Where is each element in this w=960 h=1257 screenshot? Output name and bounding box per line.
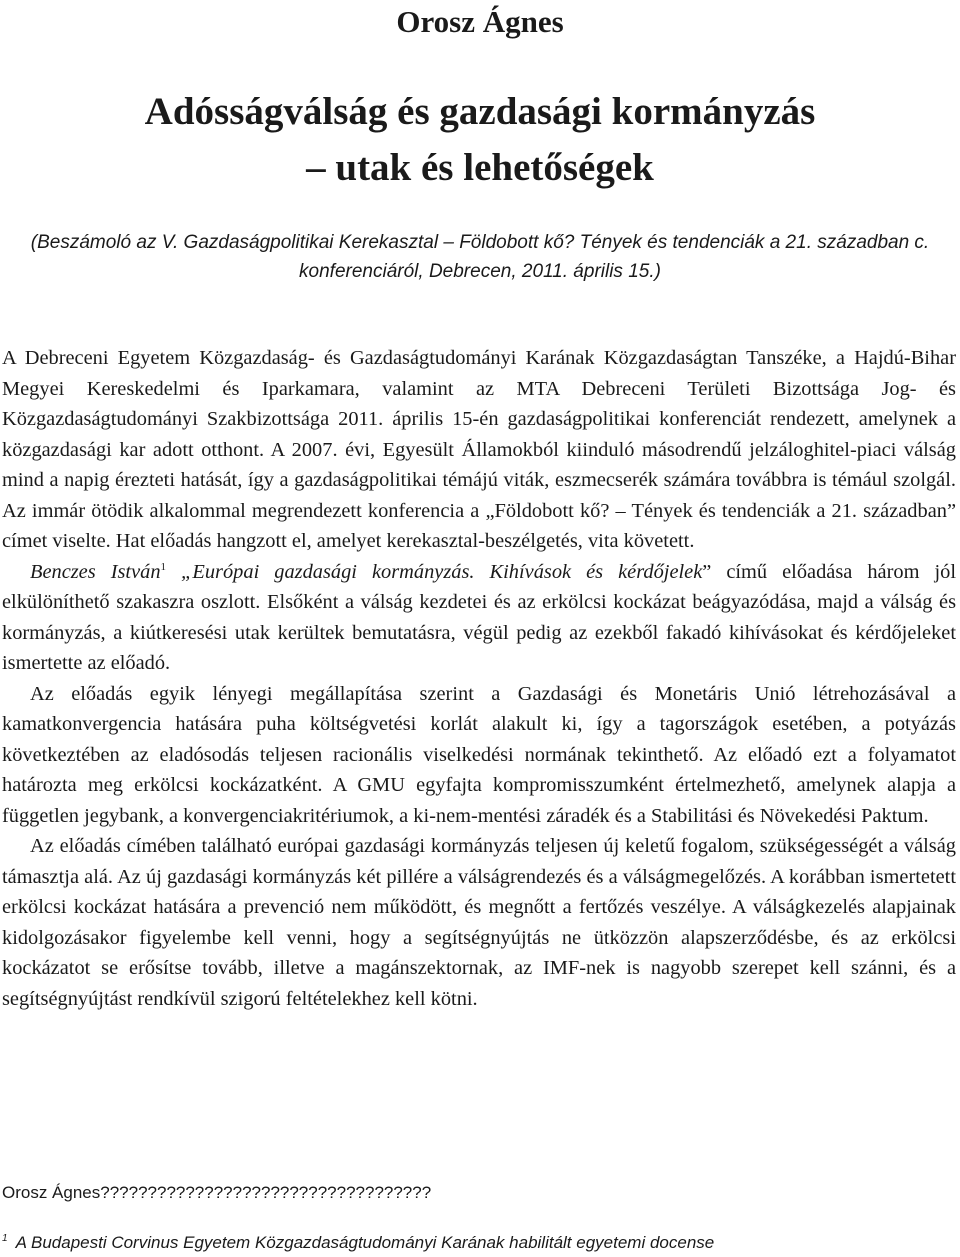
paragraph-3: Az előadás egyik lényegi megállapítása szerint a Gazdasági és Monetáris Unió létrehozásával a kamatkonvergencia hatására puha költségvetési korlát alakult ki, így a tagországok esetében, a potyázás következtében az eladósodás teljesen racionális viselkedési normának tekinthető. Az előadó ezt a folyamatot határozta meg erkölcsi kockázatként. A GMU egyfajta kompromisszumként értelmezhető, amelynek alapja a független jegybank, a konvergenciakritériumok, a ki-nem-mentési záradék és a Stabilitási és Növekedési Paktum. — [2, 682, 956, 827]
article-title — [0, 84, 960, 196]
footnote-text: A Budapesti Corvinus Egyetem Közgazdaságtudományi Karának habilitált egyetemi docense — [15, 1233, 715, 1252]
footnote-mark: 1 — [2, 1233, 8, 1245]
lecture-title: „Európai gazdasági kormányzás. Kihívások és kérdőjelek — [166, 560, 703, 583]
title-line-1: Adósságválság és gazdasági kormányzás — [144, 90, 816, 133]
paragraph-4: Az előadás címében található európai gazdasági kormányzás teljesen új keletű fogalom, szükségességét a válság támasztja alá. Az új gazdasági kormányzás két pillére a válságrendezés és a válságmegelőzés. A korábban ismertetett erkölcsi kockázat hatására a prevenció nem működött, és megnőtt a fertőzés veszélye. A válságkezelés alapjainak kidolgozásakor figyelembe kell venni, hogy a segítségnyújtás ne ütközzön alapszerződésbe, és az erkölcsi kockázatot se erősítse tovább, illetve a magánszektornak, az IMF-nek is nagyobb szerepet kell szánni, és a segítségnyújtást rendkívül szigorú feltételekhez kell kötni. — [2, 835, 956, 1010]
article-body — [2, 343, 956, 1014]
title-line-2: – utak és lehetőségek — [306, 146, 654, 189]
paragraph-2-rest: ” című előadása három jól elkülöníthető szakaszra oszlott. Elsőként a válság kezdetei és az erkölcsi kockázat beágyazódása, majd a válság és kormányzás, a kiútkeresési utak kerültek bemutatásra, végül pedig az ezekből fakadó kihívásokat és kérdőjeleket ismertette az előadó. — [2, 560, 956, 674]
paragraph-1: A Debreceni Egyetem Közgazdaság- és Gazdaságtudományi Karának Közgazdaságtan Tanszéke, a Hajdú-Bihar Megyei Kereskedelmi és Iparkamara, valamint az MTA Debreceni Területi Bizottsága Jog- és Közgazdaságtudományi Szakbizottsága 2011. április 15-én gazdaságpolitikai konferenciát rendezett, amelynek a közgazdasági kar adott otthont. A 2007. évi, Egyesült Államokból kiinduló másodrendű jelzáloghitel-piaci válság mind a napig érezteti hatását, így a gazdaságpolitikai témájú viták, eszmecserék számára továbbra is témául szolgál. Az immár ötödik alkalommal megrendezett konferencia a „Földobott kő? – Tények és tendenciák a 21. században” címet viselte. Hat előadás hangzott el, amelyet kerekasztal-beszélgetés, vita követett. — [2, 347, 956, 552]
running-author-line: Orosz Ágnes??????????????????????????????????? — [2, 1183, 432, 1202]
footnote-reference: 1 — [160, 560, 167, 573]
article-subtitle: (Beszámoló az V. Gazdaságpolitikai Kerekasztal – Földobott kő? Tények és tendenciák a 21. században c. konferenciáról, Debrecen, 2011. április 15.) — [30, 232, 930, 282]
speaker-name: Benczes István — [30, 560, 161, 583]
footnote — [2, 1233, 714, 1253]
author-name: Orosz Ágnes — [396, 4, 564, 39]
paragraph-2 — [2, 557, 956, 679]
